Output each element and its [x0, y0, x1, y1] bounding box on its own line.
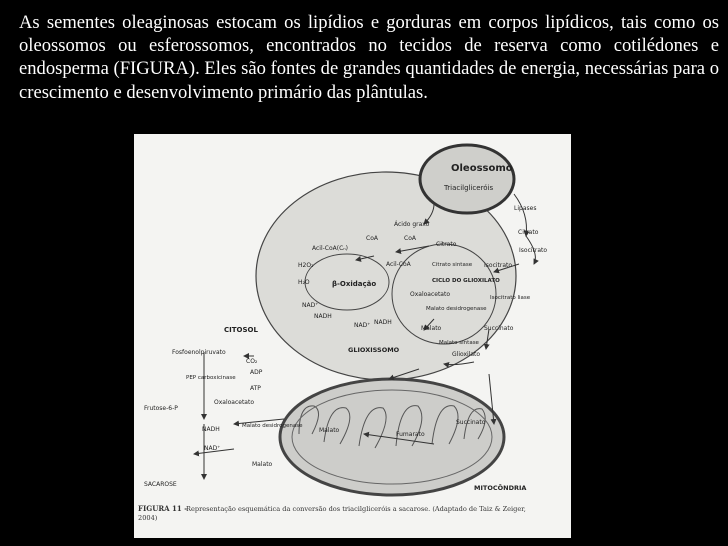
label-beta-oxidacao: β-Oxidação: [332, 280, 377, 288]
label-triacilglicerois: Triacilgliceróis: [444, 184, 494, 192]
label-acil-coa: Acil-CoA: [386, 261, 411, 268]
label-nad-cyt: NAD⁺: [204, 445, 221, 452]
label-malato-mito: Malato: [319, 427, 340, 434]
label-citosol: CITOSOL: [224, 326, 258, 334]
intro-paragraph: As sementes oleaginosas estocam os lipídios e gorduras em corpos lipídicos, tais como os oleossomos ou esferossomos, encontrados no tecidos de reserva como cotilédones e endosperma (FIGURA). Eles são fontes de grandes quantidades de energia, necessárias para o crescimento e desenvolvimento primário das plântulas.: [19, 12, 719, 103]
label-isocitrato-right: Isocitrato: [519, 247, 548, 254]
label-nadh-cyt: NADH: [202, 426, 220, 433]
label-mitocondria: MITOCÔNDRIA: [474, 484, 527, 492]
label-malato-desid-in: Malato desidrogenase: [426, 306, 487, 312]
label-h2o: H₂O: [298, 279, 310, 286]
label-coa-2: CoA: [404, 235, 416, 242]
label-acido-graxo: Ácido graxo: [394, 221, 430, 228]
label-h2o2: H2O₂: [298, 262, 314, 269]
label-oleossomo: Oleossomo: [451, 163, 513, 174]
diagram-svg: [134, 134, 571, 538]
label-lipases: Lipases: [514, 205, 537, 212]
label-succinato-mito: Succinato: [456, 419, 486, 426]
label-glioxilato: Glioxilato: [452, 351, 481, 358]
caption-figure-number: FIGURA 11 -: [138, 504, 188, 513]
glyoxylate-cycle-figure: [134, 134, 571, 538]
label-isocitrato-liase: Isocitrato liase: [490, 295, 531, 301]
label-nad-1: NAD⁺: [302, 302, 319, 309]
label-atp: ATP: [250, 385, 261, 392]
label-citrato-sintase: Citrato sintase: [432, 262, 473, 268]
label-citrato-top: Citrato: [518, 229, 539, 236]
label-pep-carbox: PEP carboxicinase: [186, 375, 236, 381]
oleosome-shape: [420, 145, 514, 213]
mitochondrion-shape: [280, 379, 504, 495]
label-adp: ADP: [250, 369, 263, 376]
label-nadh-2: NADH: [374, 319, 392, 326]
label-glioxissomo: GLIOXISSOMO: [348, 346, 400, 354]
label-co2: CO₂: [246, 358, 258, 365]
label-malato-cyt: Malato: [252, 461, 273, 468]
label-acil-coa-cn: Acil-CoA(Cₙ): [312, 245, 349, 252]
label-citrato-mid: Citrato: [436, 241, 457, 248]
label-coa-1: CoA: [366, 235, 378, 242]
label-nad-2: NAD⁺: [354, 322, 371, 329]
label-fosfoenolpiruvato: Fosfoenolpiruvato: [172, 349, 226, 356]
label-succinato-in: Succinato: [484, 325, 514, 332]
label-oxaloacetato-cyt: Oxaloacetato: [214, 399, 255, 406]
label-isocitrato-in: Isocitrato: [484, 262, 513, 269]
label-sacarose: SACAROSE: [144, 481, 177, 488]
caption-text: Representação esquemática da conversão dos triacilgliceróis a sacarose. (Adaptado de Taiz & Zeiger, 2004): [138, 505, 526, 522]
label-oxaloacetato-in: Oxaloacetato: [410, 291, 451, 298]
label-nadh-1: NADH: [314, 313, 332, 320]
label-malato-in: Malato: [421, 325, 442, 332]
label-malato-desid-cyt: Malato desidrogenase: [242, 423, 303, 429]
label-ciclo-glioxilato: CICLO DO GLIOXILATO: [432, 278, 500, 284]
label-frutose: Frutose-6-P: [144, 405, 178, 412]
label-malato-sintase: Malato sintase: [439, 340, 479, 346]
label-fumarato: Fumarato: [396, 431, 425, 438]
